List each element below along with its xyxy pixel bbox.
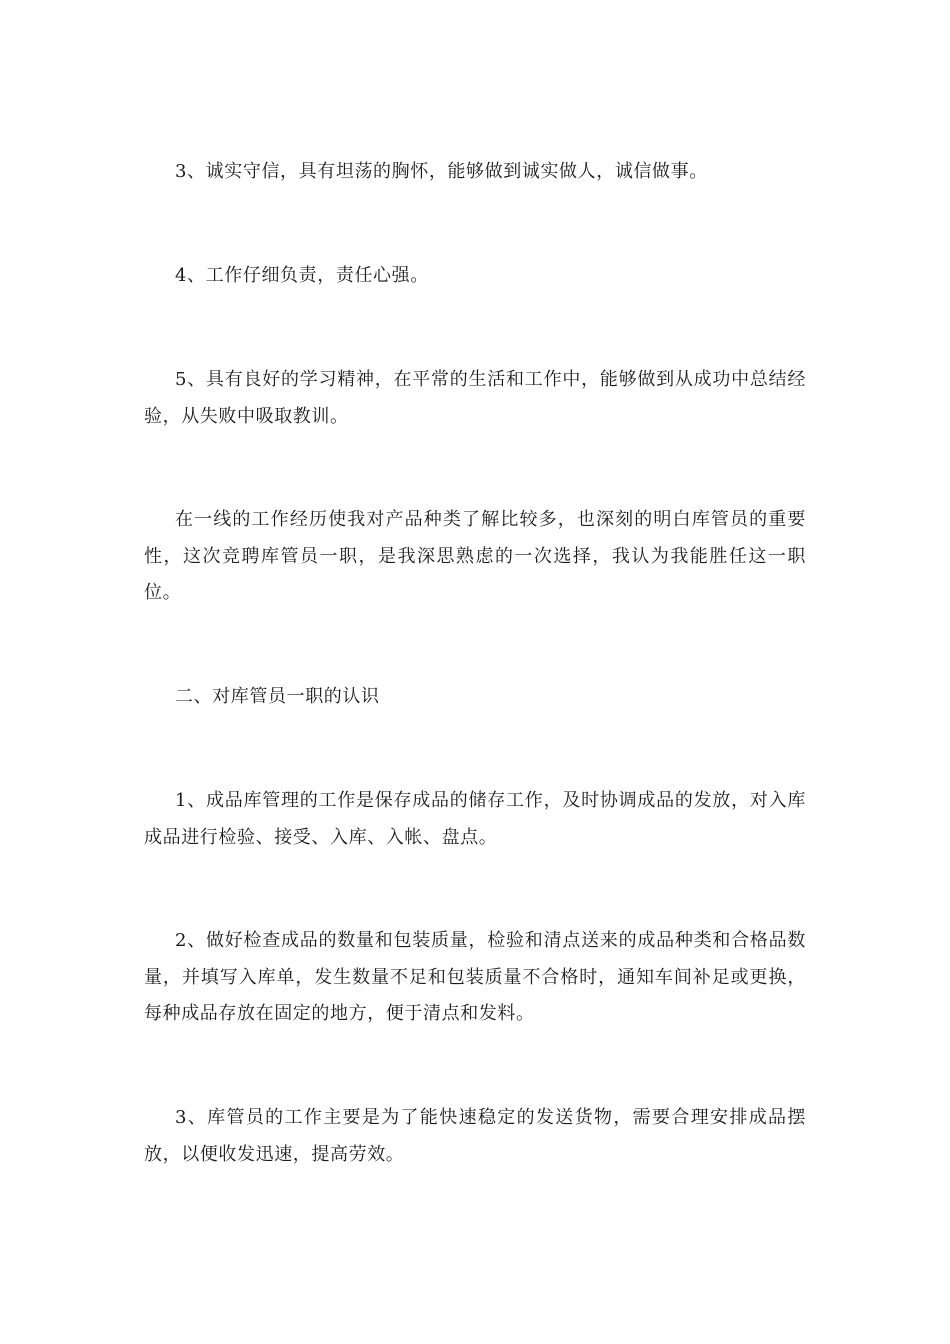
- paragraph-duty-2-inspection: 2、做好检查成品的数量和包装质量，检验和清点送来的成品种类和合格品数量，并填写入库单，发生数量不足和包装质量不合格时，通知车间补足或更换，每种成品存放在固定的地方，便于清点和发料。: [144, 930, 806, 1024]
- section-heading-role-understanding: 二、对库管员一职的认识: [175, 686, 380, 707]
- paragraph-item-3-honesty: 3、诚实守信，具有坦荡的胸怀，能够做到诚实做人，诚信做事。: [175, 161, 708, 182]
- paragraph-item-4-responsibility: 4、工作仔细负责，责任心强。: [175, 265, 429, 286]
- paragraph-duty-3-dispatch: 3、库管员的工作主要是为了能快速稳定的发送货物，需要合理安排成品摆放，以便收发迅速，提高劳效。: [144, 1107, 806, 1165]
- paragraph-experience-summary: 在一线的工作经历使我对产品种类了解比较多，也深刻的明白库管员的重要性，这次竞聘库管员一职，是我深思熟虑的一次选择，我认为我能胜任这一职位。: [144, 509, 806, 603]
- paragraph-item-5-learning: 5、具有良好的学习精神，在平常的生活和工作中，能够做到从成功中总结经验，从失败中吸取教训。: [144, 369, 806, 427]
- paragraph-duty-1-storage: 1、成品库管理的工作是保存成品的储存工作，及时协调成品的发放，对入库成品进行检验、接受、入库、入帐、盘点。: [144, 790, 806, 848]
